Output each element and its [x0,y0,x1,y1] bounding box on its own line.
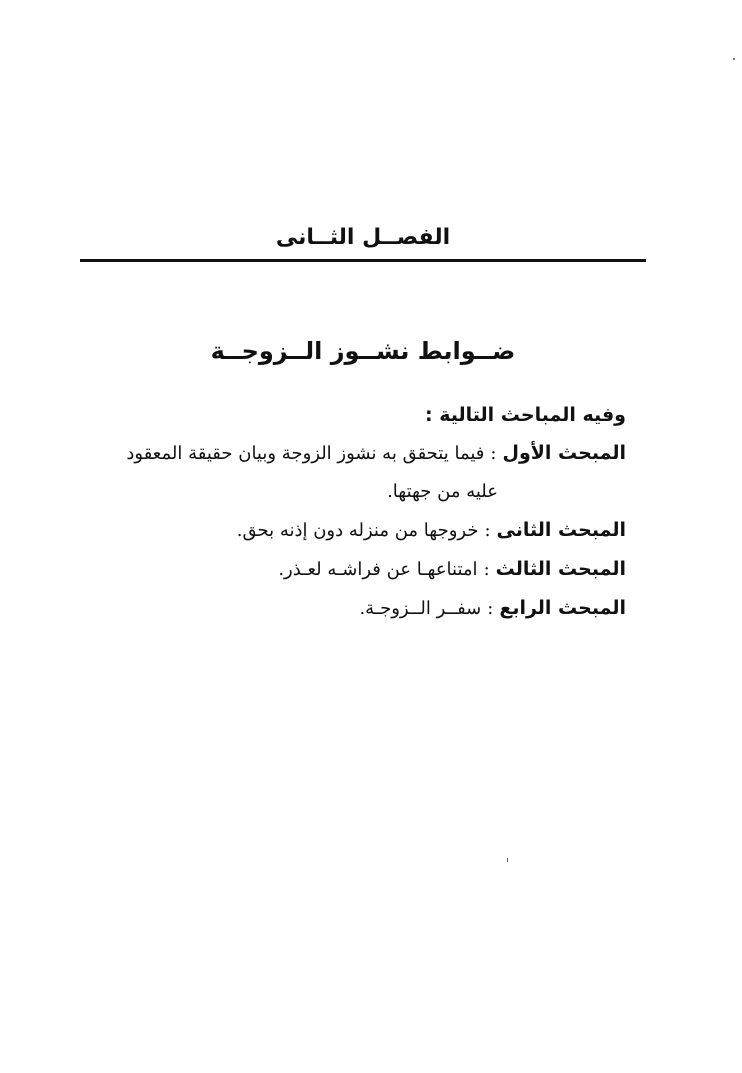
list-item [100,550,626,589]
item-text: خروجها من منزله دون إذنه بحق. [236,520,479,541]
scan-speck [733,58,735,60]
item-separator: : [487,598,494,619]
title-divider [80,259,646,262]
scan-speck [507,858,508,862]
item-separator: : [484,520,491,541]
item-label: المبحث الأول [502,442,626,464]
item-separator: : [483,559,490,580]
item-text: امتناعهـا عن فراشـه لعـذر. [278,559,478,580]
list-item [100,434,626,511]
item-continuation: عليه من جهتها. [387,481,498,502]
item-separator: : [490,443,497,464]
item-label: المبحث الثالث [495,558,626,580]
item-text: فيما يتحقق به نشوز الزوجة وبيان حقيقة المعقود [126,443,485,464]
list-item [100,589,626,628]
list-item [100,511,626,550]
chapter-title: الفصــل الثــانى [275,225,451,250]
section-title: ضــوابط نشــوز الــزوجــة [210,337,516,365]
item-label: المبحث الثانى [496,519,626,541]
item-text: سفــر الــزوجـة. [359,598,482,619]
section-content [100,396,626,628]
item-label: المبحث الرابع [499,597,626,619]
intro-line: وفيه المباحث التالية : [424,404,626,426]
